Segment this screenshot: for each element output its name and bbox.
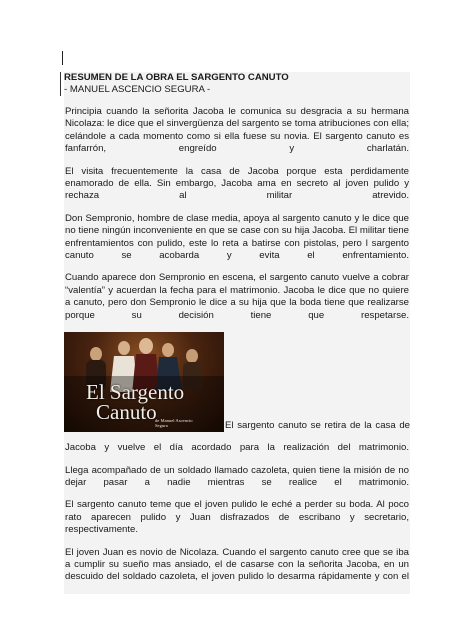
paragraph-3: Don Sempronio, hombre de clase media, apoya al sargento canuto y le dice que no tiene ningún inconveniente en que se case con su hija Jacoba. El militar tiene enfrentamientos con pulido, este lo reta a batirse con pistolas, pero l sargento canuto se acobarda y evita el enfrentamiento. — [65, 212, 409, 262]
title-block — [60, 72, 410, 96]
paragraph-5-continuation: Jacoba y vuelve el día acordado para la realización del matrimonio. — [65, 442, 409, 454]
document-subtitle: - MANUEL ASCENCIO SEGURA - — [64, 84, 211, 95]
image-row — [64, 332, 410, 432]
paragraph-2: El visita frecuentemente la casa de Jacoba porque esta perdidamente enamorado de ella. Sin embargo, Jacoba ama en secreto al joven pulido y rechaza al militar atrevido. — [65, 165, 409, 202]
paragraph-7: El sargento canuto teme que el joven pulido le eché a perder su boda. Al poco rato aparecen pulido y Juan disfrazados de escribano y secretario, respectivamente. — [65, 499, 409, 536]
play-poster-image — [64, 332, 224, 432]
document-title: RESUMEN DE LA OBRA EL SARGENTO CANUTO — [64, 72, 289, 83]
poster-title-line2: Canuto — [96, 400, 157, 425]
poster-title — [86, 380, 185, 425]
paragraph-1: Principia cuando la señorita Jacoba le comunica su desgracia a su hermana Nicolaza: le dice que el sinvergüenza del sargento se toma atribuciones con ella; celándole a cada momento como si ella fuese su novia. El sargento canuto es fanfarrón, engreído y charlatán. — [65, 106, 409, 155]
document-body — [64, 72, 410, 594]
paragraph-4: Cuando aparece don Sempronio en escena, el sargento canuto vuelve a cobrar “valentía” y acuerdan la fecha para el matrimonio. Jacoba le dice que no quiere a canuto, pero don Sempronio le dice a su hija que la boda tiene que realizarse porque su decisión tiene que respetarse. — [65, 272, 409, 321]
poster-credit-line1: de Manuel Ascencio — [155, 418, 193, 424]
paragraph-6: Llega acompañado de un soldado llamado cazoleta, quien tiene la misión de no dejar pasar a nadie mientras se realice el matrimonio. — [65, 464, 409, 488]
text-cursor — [62, 51, 63, 65]
poster-credit-line2: Segura — [155, 423, 168, 429]
poster-title-line1: El Sargento — [86, 380, 185, 405]
paragraph-8: El joven Juan es novio de Nicolaza. Cuando el sargento canuto cree que se iba a cumplir su sueño mas ansiado, el de casarse con la señorita Jacoba, en un descuido del soldado cazoleta, el joven pulido lo desarma rápidamente y con el — [65, 546, 409, 583]
poster-credit — [155, 418, 195, 428]
image-side-text: El sargento canuto se retira de la casa de — [225, 419, 410, 431]
